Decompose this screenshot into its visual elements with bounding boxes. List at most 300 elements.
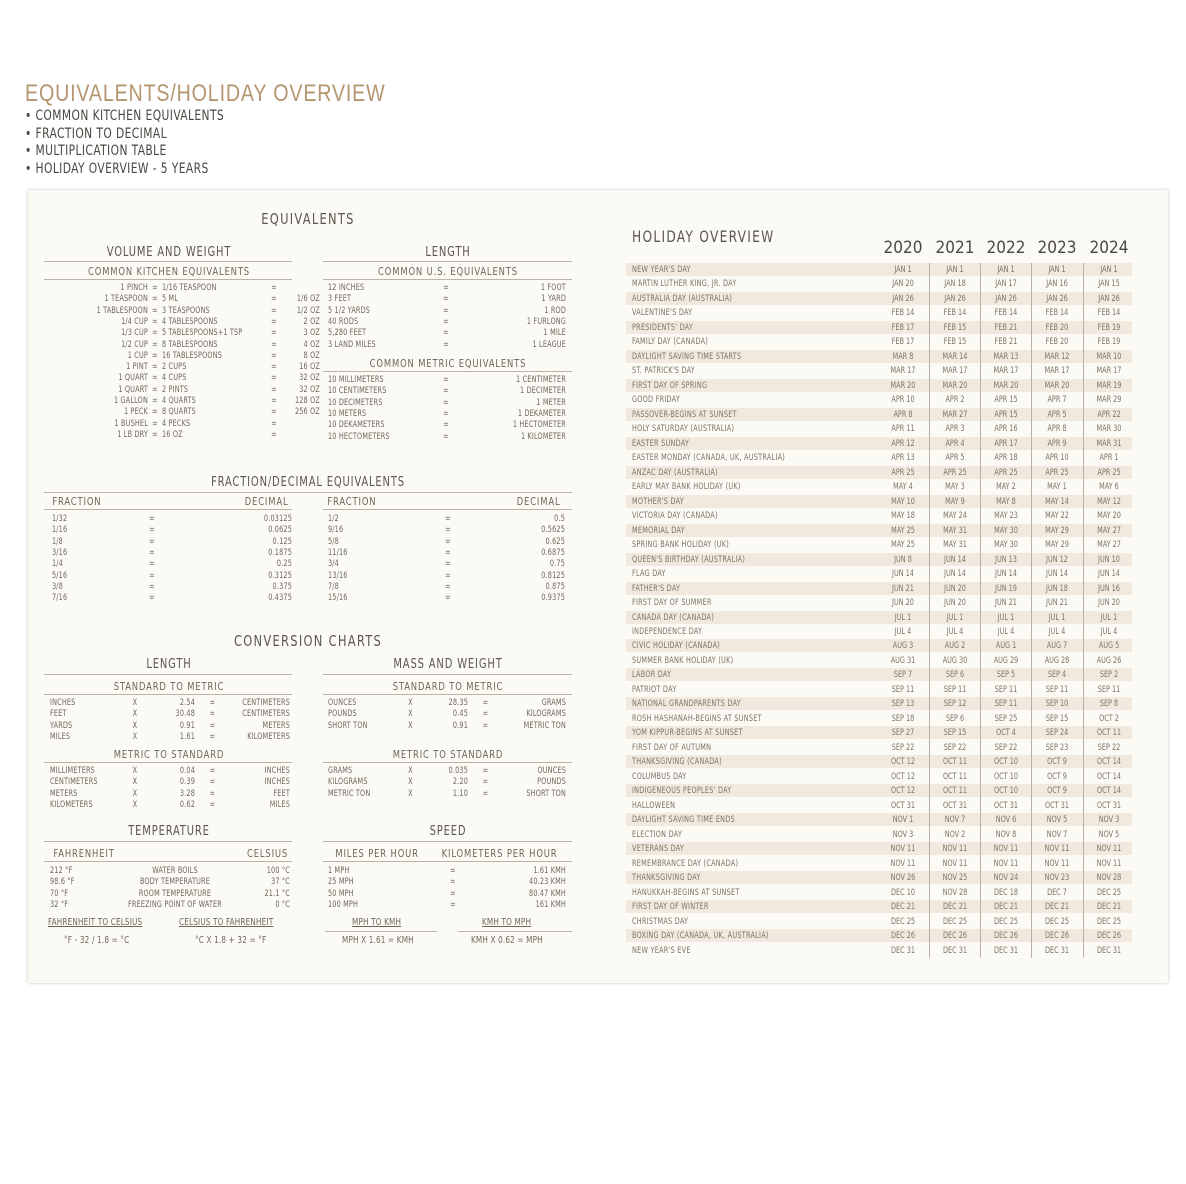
table-cell: 1 PINCH <box>120 283 148 293</box>
table-cell: = <box>443 420 449 431</box>
holiday-date: MAR 17 <box>993 366 1019 377</box>
table-cell: = <box>445 525 451 536</box>
holiday-date: NOV 11 <box>942 844 968 855</box>
table-cell: 1/2 OZ <box>296 305 320 316</box>
holiday-date: OCT 12 <box>891 757 915 768</box>
table-cell: = <box>450 866 456 876</box>
holiday-date: DEC 31 <box>994 945 1018 956</box>
holiday-date: JUN 21 <box>892 583 914 594</box>
holiday-date: NOV 11 <box>993 858 1019 869</box>
holiday-date: NOV 5 <box>1046 815 1068 826</box>
table-cell: 1 MILE <box>543 328 566 339</box>
holiday-date: OCT 10 <box>994 757 1018 768</box>
table-cell: 5/16 <box>52 570 68 581</box>
holiday-name: MARTIN LUTHER KING, JR. DAY <box>632 279 737 290</box>
table-cell: = <box>445 536 451 547</box>
us-subtitle: COMMON U.S. EQUIVALENTS <box>378 265 518 278</box>
table-cell: = <box>271 339 277 350</box>
holiday-date: DEC 31 <box>1097 945 1121 956</box>
holiday-date: DEC 31 <box>1045 945 1069 956</box>
holiday-date: JUN 8 <box>894 554 912 565</box>
holiday-date: MAY 3 <box>945 482 965 493</box>
table-cell: 4 CUPS <box>162 373 187 384</box>
holiday-date: NOV 11 <box>1044 858 1070 869</box>
holiday-name: SUMMER BANK HOLIDAY (UK) <box>632 655 734 666</box>
holiday-date: DEC 21 <box>1097 902 1121 913</box>
table-cell: FEET <box>273 788 290 799</box>
table-cell: CENTIMETERS <box>242 709 290 720</box>
holiday-date: JUN 20 <box>892 598 914 609</box>
holiday-date: AUG 3 <box>892 641 914 652</box>
holiday-date: MAR 20 <box>942 380 968 391</box>
holiday-date: JUN 21 <box>995 598 1017 609</box>
holiday-date: NOV 23 <box>1044 873 1070 884</box>
holiday-date: APR 8 <box>893 409 913 420</box>
table-cell: 1/6 OZ <box>296 294 320 305</box>
table-cell: 1 PECK <box>123 407 148 418</box>
holiday-date: JUL 1 <box>1048 612 1066 623</box>
planner-spread <box>28 190 1168 983</box>
holiday-date: DEC 21 <box>1045 902 1069 913</box>
table-cell: 0.91 <box>452 720 468 731</box>
table-cell: MILES <box>50 731 71 742</box>
holiday-date: DEC 7 <box>1047 887 1067 898</box>
table-cell: = <box>271 396 277 406</box>
table-cell: 100 °C <box>266 866 290 876</box>
table-cell: 10 MILLIMETERS <box>328 375 384 385</box>
holiday-date: APR 16 <box>994 424 1018 435</box>
holiday-date: FEB 20 <box>1045 337 1069 348</box>
holiday-date: MAY 31 <box>943 525 967 536</box>
table-cell: 8 OZ <box>303 350 320 361</box>
holiday-name: ELECTION DAY <box>632 829 683 840</box>
table-cell: MILES <box>269 799 290 810</box>
holiday-name: FATHER'S DAY <box>632 583 681 594</box>
holiday-date: JUL 4 <box>894 627 912 637</box>
holiday-date: OCT 14 <box>1097 771 1121 782</box>
table-cell: = <box>443 431 449 442</box>
table-cell: X <box>132 777 138 788</box>
holiday-date: JUN 12 <box>1046 554 1068 565</box>
table-cell: = <box>152 283 158 293</box>
table-cell: 1 MPH <box>328 866 350 876</box>
table-cell: 1.61 KMH <box>533 866 566 876</box>
holiday-date: NOV 5 <box>1098 829 1120 840</box>
holiday-date: OCT 2 <box>1099 713 1119 724</box>
holiday-date: JUL 1 <box>997 612 1015 623</box>
holiday-date: SEP 11 <box>891 684 915 695</box>
holiday-date: MAY 1 <box>1047 482 1067 493</box>
holiday-date: NOV 26 <box>890 873 916 884</box>
table-cell: = <box>450 888 456 899</box>
table-cell: = <box>271 407 277 418</box>
table-cell: 1/16 TEASPOON <box>162 283 217 293</box>
table-cell: = <box>209 698 216 708</box>
table-cell: 80.47 KMH <box>529 888 566 899</box>
holiday-date: MAR 17 <box>1096 366 1122 377</box>
metric-subtitle: COMMON METRIC EQUIVALENTS <box>369 357 527 370</box>
table-cell: = <box>152 339 158 350</box>
holiday-date: MAR 14 <box>942 351 968 362</box>
table-cell: 1 CUP <box>127 350 148 361</box>
holiday-name: QUEEN'S BIRTHDAY (AUSTRALIA) <box>632 554 746 565</box>
table-cell: = <box>482 788 489 799</box>
table-cell: 1 BUSHEL <box>114 418 148 429</box>
holiday-date: AUG 1 <box>995 641 1017 652</box>
table-cell: = <box>209 766 216 776</box>
holiday-name: CHRISTMAS DAY <box>632 916 689 927</box>
holiday-date: OCT 10 <box>994 786 1018 797</box>
table-cell: 4 QUARTS <box>162 396 196 406</box>
holiday-date: DEC 26 <box>943 931 967 942</box>
holiday-date: JAN 16 <box>1046 279 1068 290</box>
table-cell: 7/16 <box>52 593 68 604</box>
holiday-date: NOV 11 <box>890 844 916 855</box>
table-cell: 0.625 <box>545 536 565 547</box>
holiday-date: MAY 20 <box>1097 511 1121 522</box>
table-cell: 1 DEKAMETER <box>517 408 566 419</box>
c2f-formula: °C X 1.8 + 32 = °F <box>195 935 267 946</box>
holiday-date: MAR 29 <box>1096 395 1122 406</box>
holiday-date: APR 25 <box>994 467 1018 478</box>
table-cell: = <box>152 396 158 406</box>
holiday-date: SEP 18 <box>891 713 915 724</box>
table-cell: = <box>482 698 489 708</box>
holiday-date: APR 3 <box>945 424 965 435</box>
table-cell: 16 OZ <box>162 429 183 440</box>
holiday-date: SEP 27 <box>891 728 915 739</box>
holiday-date: NOV 11 <box>1096 844 1122 855</box>
table-cell: 3.28 <box>179 788 195 799</box>
holiday-name: EARLY MAY BANK HOLIDAY (UK) <box>632 482 741 493</box>
feature-item: • HOLIDAY OVERVIEW - 5 YEARS <box>25 160 209 177</box>
table-cell: 8 QUARTS <box>162 407 196 418</box>
holiday-date: AUG 5 <box>1098 641 1120 652</box>
table-cell: 2.54 <box>179 698 195 708</box>
table-cell: X <box>408 698 413 708</box>
table-cell: 21.1 °C <box>264 888 290 899</box>
table-cell: X <box>408 709 413 720</box>
holiday-date: MAR 20 <box>890 380 916 391</box>
table-cell: = <box>450 877 456 888</box>
table-cell: 0.5625 <box>541 525 565 536</box>
table-cell: 1 CENTIMETER <box>516 375 566 385</box>
f2c-label: FAHRENHEIT TO CELSIUS <box>48 917 143 928</box>
table-cell: = <box>152 407 158 418</box>
holiday-date: JUN 14 <box>892 569 914 580</box>
table-cell: 40 RODS <box>328 316 359 327</box>
table-cell: X <box>132 766 138 776</box>
holiday-date: AUG 31 <box>890 655 916 666</box>
table-cell: 32 °F <box>50 899 69 910</box>
table-cell: = <box>271 362 277 373</box>
table-cell: = <box>152 384 158 395</box>
holiday-date: SEP 11 <box>1045 684 1069 695</box>
table-cell: METERS <box>50 788 78 799</box>
table-cell: X <box>132 720 138 731</box>
table-cell: 37 °C <box>271 877 290 888</box>
holiday-name: VETERANS DAY <box>632 844 685 855</box>
table-cell: 1 QUART <box>118 384 148 395</box>
holiday-date: MAY 25 <box>891 540 915 551</box>
c2f-label: CELSIUS TO FAHRENHEIT <box>179 917 274 928</box>
holiday-date: APR 5 <box>1047 409 1067 420</box>
holiday-date: AUG 2 <box>944 641 966 652</box>
holiday-date: AUG 7 <box>1046 641 1068 652</box>
holiday-date: SEP 22 <box>891 742 915 753</box>
table-cell: = <box>445 570 451 581</box>
table-cell: METRIC TON <box>523 720 566 731</box>
holiday-date: FEB 20 <box>1045 322 1069 333</box>
table-cell: X <box>408 777 413 788</box>
table-cell: = <box>482 720 489 731</box>
table-cell: 16 TABLESPOONS <box>162 350 223 361</box>
holiday-date: NOV 7 <box>1046 829 1068 840</box>
holiday-date: JAN 1 <box>1048 265 1066 275</box>
table-cell: 2.20 <box>452 777 468 788</box>
table-cell: = <box>152 328 158 339</box>
holiday-date: SEP 6 <box>945 713 965 724</box>
table-cell: 1/32 <box>52 514 68 524</box>
table-cell: 5/8 <box>328 536 339 547</box>
table-cell: X <box>132 731 138 742</box>
holiday-date: DEC 31 <box>943 945 967 956</box>
table-cell: SHORT TON <box>328 720 368 731</box>
holiday-name: HANUKKAH-BEGINS AT SUNSET <box>632 887 740 898</box>
table-cell: = <box>482 766 489 776</box>
holiday-name: PATRIOT DAY <box>632 684 677 695</box>
holiday-date: APR 12 <box>891 438 915 449</box>
holiday-date: SEP 6 <box>945 670 965 681</box>
table-cell: 1 FOOT <box>540 283 566 293</box>
holiday-date: APR 15 <box>994 395 1018 406</box>
table-cell: 0.03125 <box>263 514 292 524</box>
table-cell: 0.375 <box>272 581 292 592</box>
table-cell: 5 ML <box>162 294 179 305</box>
f2c-formula: °F - 32 / 1.8 = °C <box>64 935 130 946</box>
holiday-date: DEC 18 <box>994 887 1018 898</box>
table-cell: 10 CENTIMETERS <box>328 386 387 397</box>
holiday-date: OCT 11 <box>1097 728 1121 739</box>
holiday-date: MAY 4 <box>893 482 913 493</box>
holiday-name: FIRST DAY OF SUMMER <box>632 598 712 609</box>
table-cell: 1 HECTOMETER <box>512 420 566 431</box>
table-cell: 1/2 <box>328 514 339 524</box>
conversion-title: CONVERSION CHARTS <box>233 632 383 650</box>
table-cell: 10 DEKAMETERS <box>328 420 385 431</box>
holiday-date: MAY 29 <box>1045 540 1069 551</box>
holiday-name: FAMILY DAY (CANADA) <box>632 337 709 348</box>
holiday-date: JAN 26 <box>944 293 966 304</box>
table-cell: ROOM TEMPERATURE <box>138 888 212 899</box>
table-cell: = <box>149 547 155 558</box>
holiday-date: AUG 28 <box>1044 655 1070 666</box>
table-cell: 1 LB DRY <box>117 429 148 440</box>
table-cell: 3/4 <box>328 559 339 570</box>
holiday-name: INDIGENEOUS PEOPLES' DAY <box>632 786 732 797</box>
holiday-name: NATIONAL GRANDPARENTS DAY <box>632 699 741 710</box>
holiday-date: SEP 5 <box>996 670 1016 681</box>
table-cell: = <box>443 408 449 419</box>
holiday-date: JUN 14 <box>995 569 1017 580</box>
holiday-date: NOV 6 <box>995 815 1017 826</box>
holiday-date: SEP 11 <box>994 684 1018 695</box>
holiday-date: SEP 8 <box>1099 699 1119 710</box>
conv-mass-m2s: METRIC TO STANDARD <box>392 748 504 761</box>
table-cell: 1 FURLONG <box>526 316 566 327</box>
table-cell: 1/3 CUP <box>121 328 148 339</box>
holiday-name: YOM KIPPUR-BEGINS AT SUNSET <box>632 728 743 739</box>
holiday-date: JUL 1 <box>894 612 912 623</box>
table-cell: = <box>152 316 158 327</box>
holiday-date: SEP 11 <box>994 699 1018 710</box>
holiday-name: FIRST DAY OF WINTER <box>632 902 709 913</box>
holiday-date: SEP 2 <box>1099 670 1119 681</box>
holiday-date: SEP 24 <box>1045 728 1069 739</box>
holiday-name: AUSTRALIA DAY (AUSTRALIA) <box>632 293 733 304</box>
table-cell: X <box>132 799 138 810</box>
holiday-date: APR 15 <box>994 409 1018 420</box>
holiday-date: APR 18 <box>994 453 1018 464</box>
feature-item: • MULTIPLICATION TABLE <box>25 143 167 159</box>
holiday-date: DEC 25 <box>1045 916 1069 927</box>
table-cell: 1/4 CUP <box>121 316 148 327</box>
holiday-date: SEP 15 <box>1045 713 1069 724</box>
holiday-date: MAR 20 <box>1044 380 1070 391</box>
holiday-date: MAY 6 <box>1099 482 1119 493</box>
holiday-title: HOLIDAY OVERVIEW <box>632 227 775 246</box>
table-cell: 16 OZ <box>299 362 320 373</box>
feature-list <box>25 108 465 178</box>
holiday-date: NOV 11 <box>890 858 916 869</box>
table-cell: 0.875 <box>545 581 565 592</box>
holiday-date: APR 25 <box>891 467 915 478</box>
table-cell: 8 TABLESPOONS <box>162 339 218 350</box>
table-cell: 5,280 FEET <box>328 328 367 339</box>
page-title: EQUIVALENTS/HOLIDAY OVERVIEW <box>25 80 386 107</box>
table-cell: = <box>443 375 449 385</box>
table-cell: 2 OZ <box>303 316 320 327</box>
celsius-col: CELSIUS <box>246 847 289 860</box>
table-cell: INCHES <box>50 698 76 708</box>
holiday-date: OCT 9 <box>1047 771 1067 782</box>
conv-length-s2m: STANDARD TO METRIC <box>113 680 225 693</box>
table-cell: 0.5 <box>554 514 565 524</box>
fahrenheit-col: FAHRENHEIT <box>53 847 115 860</box>
table-cell: 0.4375 <box>268 593 292 604</box>
holiday-name: ROSH HASHANAH-BEGINS AT SUNSET <box>632 713 762 724</box>
table-cell: = <box>149 525 155 536</box>
table-cell: = <box>443 294 449 305</box>
table-cell: = <box>209 788 216 799</box>
holiday-date: MAY 27 <box>1097 540 1121 551</box>
holiday-date: APR 1 <box>1099 453 1119 464</box>
table-cell: 9/16 <box>328 525 344 536</box>
holiday-date: MAY 8 <box>996 496 1016 507</box>
holiday-date: NOV 11 <box>993 844 1019 855</box>
volume-title: VOLUME AND WEIGHT <box>106 245 232 260</box>
holiday-date: JAN 26 <box>892 293 914 304</box>
holiday-name: INDEPENDENCE DAY <box>632 627 703 637</box>
table-cell: = <box>271 384 277 395</box>
holiday-date: MAR 27 <box>942 409 968 420</box>
table-cell: 1 DECIMETER <box>520 386 566 397</box>
holiday-name: ST. PATRICK'S DAY <box>632 366 695 377</box>
holiday-date: JUN 14 <box>1046 569 1068 580</box>
table-cell: X <box>132 698 138 708</box>
holiday-date: OCT 9 <box>1047 786 1067 797</box>
table-cell: 5 TABLESPOONS+1 TSP <box>162 328 243 339</box>
table-cell: 256 OZ <box>294 407 320 418</box>
table-cell: = <box>149 593 155 604</box>
holiday-name: MOTHER'S DAY <box>632 496 684 507</box>
holiday-name: DAYLIGHT SAVING TIME ENDS <box>632 815 735 826</box>
table-cell: X <box>408 720 413 731</box>
conv-mass-s2m: STANDARD TO METRIC <box>392 680 504 693</box>
holiday-date: SEP 12 <box>943 699 967 710</box>
holiday-date: DEC 26 <box>891 931 915 942</box>
holiday-date: OCT 4 <box>996 728 1016 739</box>
holiday-date: NOV 3 <box>892 829 914 840</box>
holiday-date: FEB 15 <box>943 322 967 333</box>
fraction-col-right: FRACTION <box>327 495 377 508</box>
holiday-date: APR 10 <box>891 395 915 406</box>
table-cell: 0.75 <box>549 559 565 570</box>
holiday-date: JAN 15 <box>1098 279 1120 290</box>
table-cell: 1 QUART <box>118 373 148 384</box>
table-cell: POUNDS <box>328 709 357 720</box>
holiday-date: SEP 25 <box>994 713 1018 724</box>
conv-mass-title: MASS AND WEIGHT <box>393 657 503 672</box>
holiday-date: SEP 22 <box>943 742 967 753</box>
holiday-date: SEP 22 <box>1097 742 1121 753</box>
holiday-name: THANKSGIVING DAY <box>632 873 701 884</box>
holiday-date: JUN 14 <box>1098 569 1120 580</box>
table-cell: = <box>445 581 451 592</box>
holiday-date: MAR 8 <box>892 351 914 362</box>
table-cell: 0.25 <box>276 559 292 570</box>
table-cell: 1.10 <box>452 788 468 799</box>
column-divider <box>1031 263 1032 958</box>
table-cell: 15/16 <box>328 593 348 604</box>
holiday-name: CANADA DAY (CANADA) <box>632 612 715 623</box>
table-cell: 3 OZ <box>303 328 320 339</box>
m2k-formula: MPH X 1.61 = KMH <box>342 935 414 946</box>
table-cell: INCHES <box>264 766 290 776</box>
table-cell: 0.45 <box>452 709 468 720</box>
table-cell: METERS <box>262 720 290 731</box>
table-cell: 50 MPH <box>328 888 354 899</box>
holiday-name: CIVIC HOLIDAY (CANADA) <box>632 641 721 652</box>
holiday-name: ANZAC DAY (AUSTRALIA) <box>632 467 718 478</box>
holiday-name: NEW YEAR'S DAY <box>632 265 691 275</box>
table-cell: = <box>443 397 449 408</box>
holiday-date: FEB 14 <box>994 308 1018 319</box>
holiday-date: OCT 14 <box>1097 786 1121 797</box>
holiday-date: JAN 26 <box>1046 293 1068 304</box>
holiday-date: SEP 22 <box>994 742 1018 753</box>
table-cell: POUNDS <box>537 777 566 788</box>
holiday-date: SEP 13 <box>891 699 915 710</box>
table-cell: KILOMETERS <box>247 731 290 742</box>
holiday-date: APR 5 <box>945 453 965 464</box>
fraction-col-left: FRACTION <box>52 495 102 508</box>
holiday-date: FEB 17 <box>891 322 915 333</box>
table-cell: 0.9375 <box>541 593 565 604</box>
decimal-col-right: DECIMAL <box>516 495 561 508</box>
table-cell: = <box>152 294 158 305</box>
table-cell <box>286 430 320 441</box>
